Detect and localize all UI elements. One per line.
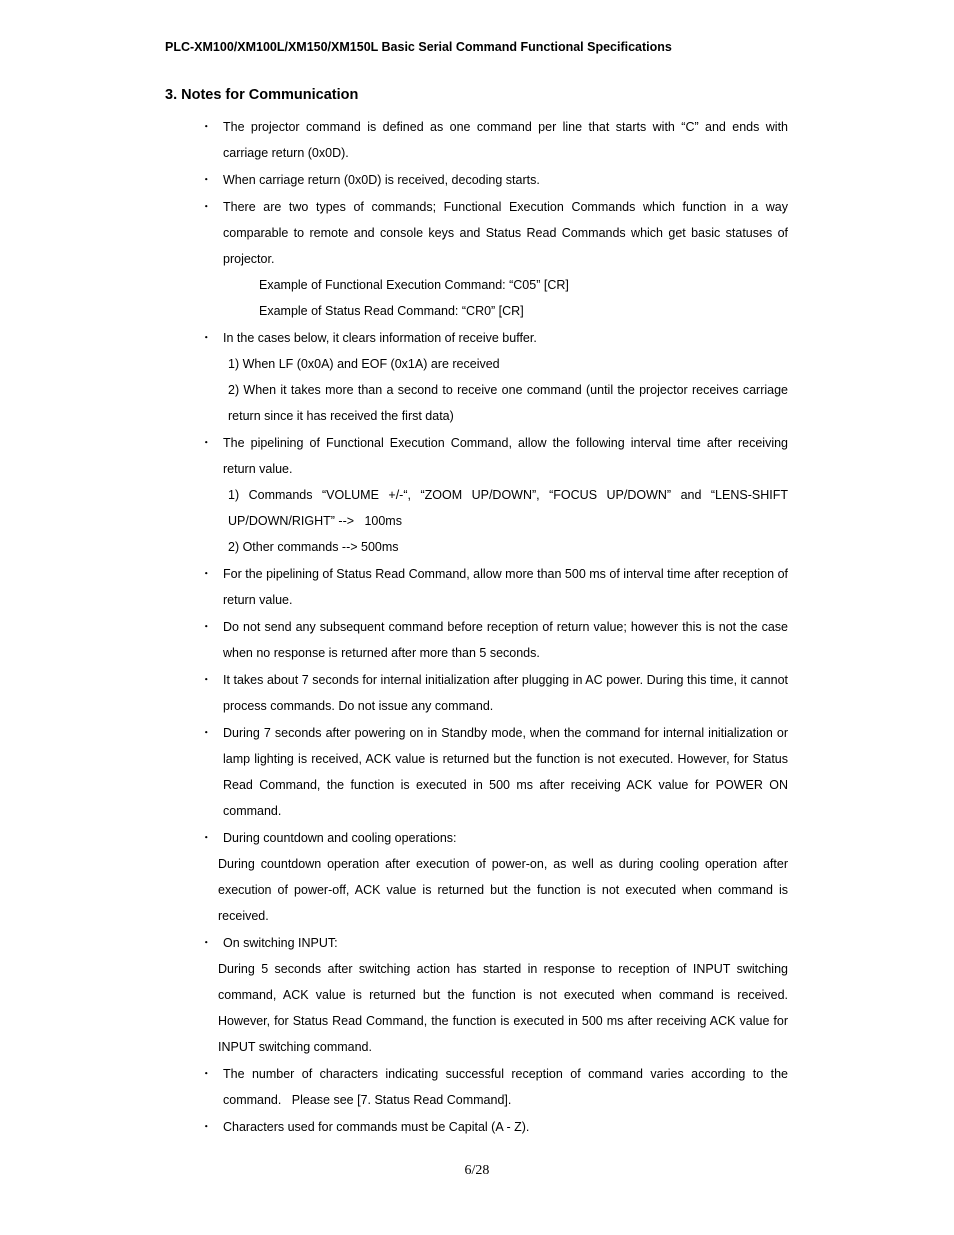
sub-item: 1) Commands “VOLUME +/-“, “ZOOM UP/DOWN”, “FOCUS UP/DOWN” and “LENS-SHIFT UP/DOWN/RIGHT” --> 100ms [228, 488, 788, 528]
bullet-icon: ・ [200, 567, 213, 581]
bullet-icon: ・ [200, 726, 213, 740]
list-item [200, 430, 788, 560]
item-text: There are two types of commands; Functional Execution Commands which function in a way comparable to remote and console keys and Status Read Commands which get basic statuses of projector. [223, 200, 788, 266]
sub-item: 2) When it takes more than a second to receive one command (until the projector receives carriage return since it has received the first data) [228, 383, 788, 423]
item-text: On switching INPUT: [223, 936, 338, 950]
example-line: Example of Status Read Command: “CR0” [CR] [259, 304, 524, 318]
list-item [200, 930, 788, 956]
list-item [200, 1114, 788, 1140]
sub-item: 2) Other commands --> 500ms [228, 540, 399, 554]
list-item [200, 1061, 788, 1113]
paragraph-text: During countdown operation after execution of power-on, as well as during cooling operation after execution of power-off, ACK value is returned but the function is not executed when command is received. [218, 857, 788, 923]
section-title: 3. Notes for Communication [165, 87, 359, 103]
item-text: It takes about 7 seconds for internal initialization after plugging in AC power. During this time, it cannot process commands. Do not issue any command. [223, 673, 788, 713]
bullet-icon: ・ [200, 436, 213, 450]
bullet-icon: ・ [200, 173, 213, 187]
document-header: PLC-XM100/XM100L/XM150/XM150L Basic Serial Command Functional Specifications [165, 40, 672, 54]
item-text: The projector command is defined as one command per line that starts with “C” and ends with carriage return (0x0D). [223, 120, 788, 160]
list-item [200, 325, 788, 429]
bullet-icon: ・ [200, 673, 213, 687]
item-text: During 7 seconds after powering on in Standby mode, when the command for internal initialization or lamp lighting is received, ACK value is returned but the function is not executed. However, for Status Read Command, the function is executed in 500 ms after receiving ACK value for POWER ON command. [223, 726, 788, 818]
item-text: In the cases below, it clears information of receive buffer. [223, 331, 537, 345]
sub-item: 1) When LF (0x0A) and EOF (0x1A) are received [228, 357, 500, 371]
list-item [200, 614, 788, 666]
item-text: During countdown and cooling operations: [223, 831, 457, 845]
bullet-icon: ・ [200, 831, 213, 845]
paragraph-text: During 5 seconds after switching action has started in response to reception of INPUT switching command, ACK value is returned but the function is not executed when command is received. However, for Status Read Command, the function is executed in 500 ms after receiving ACK value for INPUT switching command. [218, 962, 788, 1054]
bullet-icon: ・ [200, 1067, 213, 1081]
item-text: For the pipelining of Status Read Command, allow more than 500 ms of interval time after reception of return value. [223, 567, 788, 607]
example-line: Example of Functional Execution Command: “C05” [CR] [259, 278, 569, 292]
list-item [200, 825, 788, 851]
bullet-icon: ・ [200, 1120, 213, 1134]
item-text: The pipelining of Functional Execution Command, allow the following interval time after receiving return value. [223, 436, 788, 476]
item-text: The number of characters indicating successful reception of command varies according to the command. Please see [7. Status Read Command]. [223, 1067, 788, 1107]
list-item [200, 194, 788, 324]
bullet-icon: ・ [200, 936, 213, 950]
item-text: When carriage return (0x0D) is received, decoding starts. [223, 173, 540, 187]
bullet-icon: ・ [200, 120, 213, 134]
list-item [200, 667, 788, 719]
notes-list [200, 114, 788, 1140]
list-item [200, 720, 788, 824]
bullet-icon: ・ [200, 200, 213, 214]
bullet-icon: ・ [200, 331, 213, 345]
item-text: Characters used for commands must be Capital (A - Z). [223, 1120, 530, 1134]
item-paragraph [200, 851, 788, 929]
bullet-icon: ・ [200, 620, 213, 634]
list-item [200, 167, 788, 193]
item-text: Do not send any subsequent command before reception of return value; however this is not the case when no response is returned after more than 5 seconds. [223, 620, 788, 660]
list-item [200, 114, 788, 166]
item-paragraph [200, 956, 788, 1060]
page-number: 6/28 [464, 1163, 490, 1178]
list-item [200, 561, 788, 613]
